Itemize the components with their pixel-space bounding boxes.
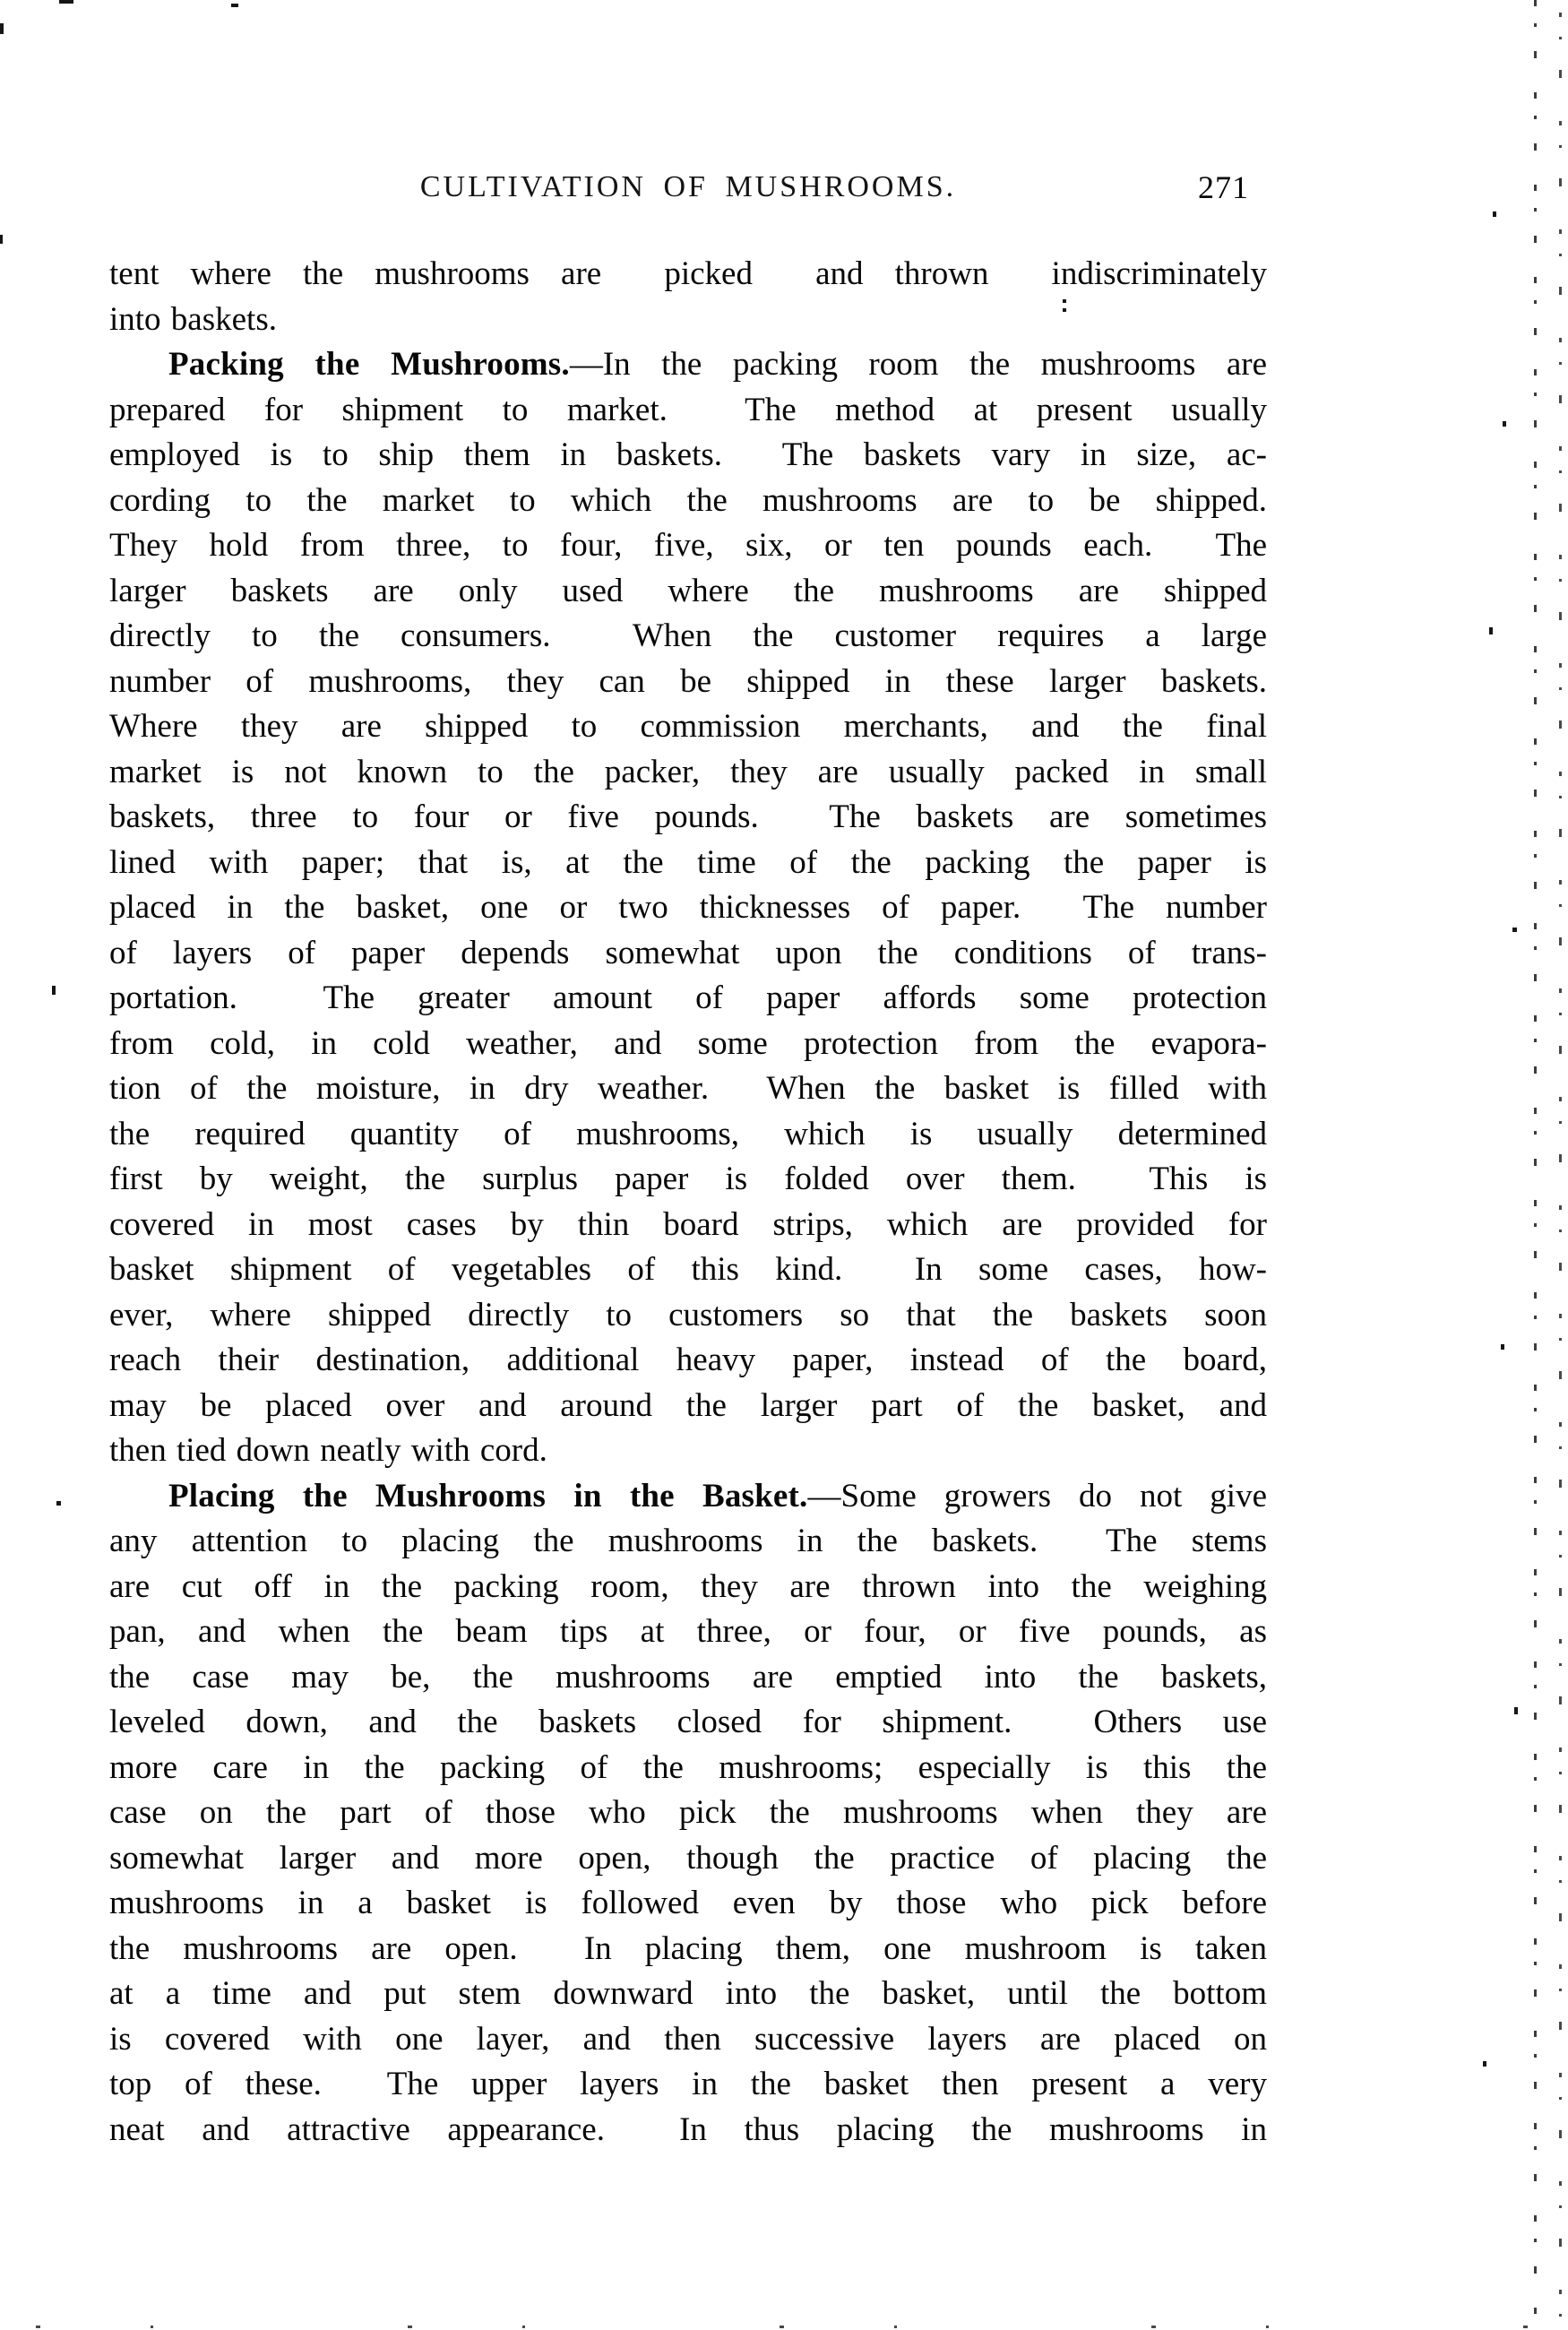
scan-speck bbox=[56, 1501, 61, 1506]
text-line: reach their destination, additional heavy paper, instead of the board, bbox=[109, 1342, 1267, 1378]
text-line: pan, and when the beam tips at three, or four, or five pounds, as bbox=[109, 1613, 1267, 1650]
text-line: mushrooms in a basket is followed even by those who pick before bbox=[109, 1885, 1267, 1921]
text-line: then tied down neatly with cord. bbox=[109, 1432, 547, 1469]
text-line: employed is to ship them in baskets. The baskets vary in size, ac- bbox=[109, 436, 1267, 473]
scan-speck bbox=[1489, 627, 1493, 634]
text-line: the mushrooms are open. In placing them, one mushroom is taken bbox=[109, 1929, 1267, 1967]
text-line: from cold, in cold weather, and some protection from the evapora- bbox=[109, 1024, 1267, 1062]
text-line: case on the part of those who pick the mushrooms when they are bbox=[109, 1794, 1267, 1831]
text-line: placed in the basket, one or two thicknesses of paper. The number bbox=[109, 889, 1267, 926]
scan-speck bbox=[1483, 2061, 1486, 2067]
text-line: directly to the consumers. When the customer requires a large bbox=[109, 617, 1267, 654]
text-line: may be placed over and around the larger part of the basket, and bbox=[109, 1386, 1267, 1424]
text-line: at a time and put stem downward into the basket, until the bottom bbox=[109, 1975, 1267, 2012]
scan-speck bbox=[52, 986, 56, 995]
text-line: any attention to placing the mushrooms in the baskets. The stems bbox=[109, 1523, 1267, 1559]
text-line: covered in most cases by thin board strips, which are provided for bbox=[109, 1205, 1267, 1243]
scan-speck bbox=[231, 4, 238, 7]
scan-speck bbox=[1512, 928, 1517, 932]
text-line: leveled down, and the baskets closed for shipment. Others use bbox=[109, 1704, 1267, 1740]
text-line: somewhat larger and more open, though the practice of placing the bbox=[109, 1839, 1267, 1877]
text-line: They hold from three, to four, five, six, or ten pounds each. The bbox=[109, 527, 1267, 564]
text-line: Where they are shipped to commission merchants, and the final bbox=[109, 708, 1267, 745]
text-line: larger baskets are only used where the mushrooms are shipped bbox=[109, 572, 1267, 609]
text-line: into baskets. bbox=[109, 300, 277, 338]
scan-noise-column bbox=[1559, 0, 1562, 2330]
paragraph-heading: Placing the Mushrooms in the Basket. bbox=[168, 1477, 808, 1514]
text-line: the case may be, the mushrooms are emptied into the baskets, bbox=[109, 1658, 1267, 1696]
text-line: first by weight, the surplus paper is folded over them. This is bbox=[109, 1161, 1267, 1197]
scan-speck bbox=[0, 235, 3, 244]
text-line: more care in the packing of the mushrooms; especially is this the bbox=[109, 1748, 1267, 1786]
text-line: the required quantity of mushrooms, which is usually determined bbox=[109, 1115, 1267, 1152]
scan-speck bbox=[59, 0, 73, 4]
text-line: cording to the market to which the mushrooms are to be shipped. bbox=[109, 481, 1267, 519]
text-line: portation. The greater amount of paper affords some protection bbox=[109, 979, 1267, 1016]
text-line: baskets, three to four or five pounds. The baskets are sometimes bbox=[109, 798, 1267, 835]
body-text bbox=[109, 252, 1267, 2153]
page-header bbox=[109, 170, 1267, 210]
scan-noise-bottom-edge bbox=[36, 2326, 1557, 2328]
text-line: top of these. The upper layers in the basket then present a very bbox=[109, 2066, 1267, 2102]
text-line: tent where the mushrooms are picked and thrown indiscriminately bbox=[109, 255, 1267, 292]
paragraph-heading: Packing the Mushrooms. bbox=[168, 346, 570, 383]
text-line: are cut off in the packing room, they are thrown into the weighing bbox=[109, 1567, 1267, 1605]
text-line: neat and attractive appearance. In thus placing the mushrooms in bbox=[109, 2110, 1267, 2148]
text-line: lined with paper; that is, at the time of the packing the paper is bbox=[109, 843, 1267, 881]
scan-speck bbox=[1514, 1707, 1518, 1714]
text-line: number of mushrooms, they can be shipped in these larger baskets. bbox=[109, 662, 1267, 700]
scan-speck bbox=[1503, 421, 1506, 427]
text-line: tion of the moisture, in dry weather. When the basket is filled with bbox=[109, 1070, 1267, 1107]
scan-noise-column bbox=[1534, 0, 1537, 2330]
text-line: prepared for shipment to market. The method at present usually bbox=[109, 391, 1267, 428]
page-number: 271 bbox=[1198, 169, 1249, 205]
scan-speck bbox=[1493, 211, 1496, 217]
text-line: is covered with one layer, and then successive layers are placed on bbox=[109, 2020, 1267, 2058]
text-line: ever, where shipped directly to customers so that the baskets soon bbox=[109, 1296, 1267, 1333]
scan-speck bbox=[0, 23, 4, 34]
running-title: CULTIVATION OF MUSHROOMS. bbox=[419, 170, 957, 203]
text-line: market is not known to the packer, they are usually packed in small bbox=[109, 753, 1267, 790]
text-line: of layers of paper depends somewhat upon the conditions of trans- bbox=[109, 934, 1267, 971]
text-line: Packing the Mushrooms.—In the packing room the mushrooms are bbox=[168, 346, 1267, 383]
scan-speck bbox=[1501, 1344, 1504, 1350]
text-line: Placing the Mushrooms in the Basket.—Some growers do not give bbox=[168, 1477, 1267, 1514]
text-line: basket shipment of vegetables of this kind. In some cases, how- bbox=[109, 1251, 1267, 1288]
